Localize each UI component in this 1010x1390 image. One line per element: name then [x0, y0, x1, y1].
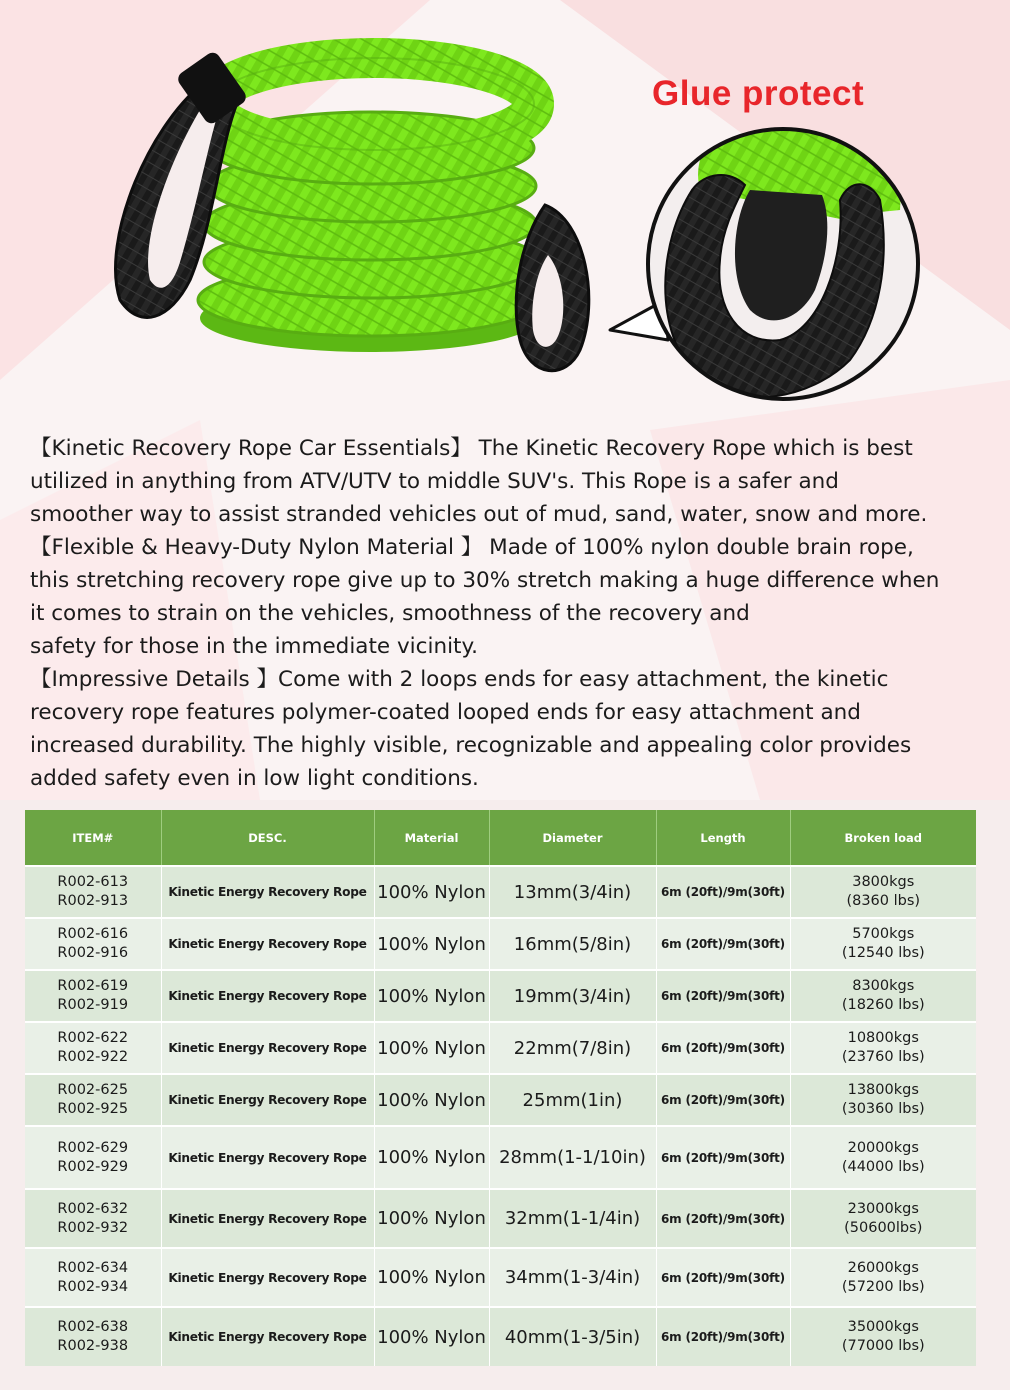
desc-cell: Kinetic Energy Recovery Rope	[161, 918, 374, 970]
diameter-cell: 40mm(1-3/5in)	[489, 1307, 656, 1366]
length-cell: 6m (20ft)/9m(30ft)	[656, 1074, 790, 1126]
description-line: 【Impressive Details 】Come with 2 loops ends for easy attachment, the kinetic	[30, 667, 889, 692]
load-cell: 13800kgs (30360 lbs)	[790, 1074, 976, 1126]
header-diameter: Diameter	[489, 810, 656, 866]
diameter-cell: 34mm(1-3/4in)	[489, 1248, 656, 1307]
product-description	[30, 432, 992, 795]
item-cell: R002-638 R002-938	[25, 1307, 161, 1366]
material-cell: 100% Nylon	[374, 970, 489, 1022]
length-cell: 6m (20ft)/9m(30ft)	[656, 1126, 790, 1189]
material-cell: 100% Nylon	[374, 1074, 489, 1126]
desc-cell: Kinetic Energy Recovery Rope	[161, 1022, 374, 1074]
table-row	[25, 1307, 976, 1366]
description-line: utilized in anything from ATV/UTV to middle SUV's. This Rope is a safer and	[30, 469, 839, 494]
table-row	[25, 1189, 976, 1248]
item-cell: R002-629 R002-929	[25, 1126, 161, 1189]
item-cell: R002-616 R002-916	[25, 918, 161, 970]
desc-cell: Kinetic Energy Recovery Rope	[161, 970, 374, 1022]
glue-protect-callout: Glue protect	[652, 74, 865, 113]
desc-cell: Kinetic Energy Recovery Rope	[161, 1248, 374, 1307]
load-cell: 5700kgs (12540 lbs)	[790, 918, 976, 970]
description-line: it comes to strain on the vehicles, smoothness of the recovery and	[30, 601, 750, 626]
load-cell: 26000kgs (57200 lbs)	[790, 1248, 976, 1307]
length-cell: 6m (20ft)/9m(30ft)	[656, 866, 790, 918]
material-cell: 100% Nylon	[374, 1189, 489, 1248]
header-desc: DESC.	[161, 810, 374, 866]
desc-cell: Kinetic Energy Recovery Rope	[161, 1074, 374, 1126]
table-row	[25, 1126, 976, 1189]
material-cell: 100% Nylon	[374, 1307, 489, 1366]
desc-cell: Kinetic Energy Recovery Rope	[161, 866, 374, 918]
description-line: 【Kinetic Recovery Rope Car Essentials】 The Kinetic Recovery Rope which is best	[30, 436, 913, 461]
length-cell: 6m (20ft)/9m(30ft)	[656, 1248, 790, 1307]
description-line: 【Flexible & Heavy-Duty Nylon Material 】 Made of 100% nylon double brain rope,	[30, 535, 914, 560]
header-broken-load: Broken load	[790, 810, 976, 866]
material-cell: 100% Nylon	[374, 1126, 489, 1189]
load-cell: 20000kgs (44000 lbs)	[790, 1126, 976, 1189]
description-line: increased durability. The highly visible, recognizable and appealing color provides	[30, 733, 912, 758]
load-cell: 3800kgs (8360 lbs)	[790, 866, 976, 918]
header-length: Length	[656, 810, 790, 866]
description-line: safety for those in the immediate vicinity.	[30, 634, 478, 659]
table-row	[25, 970, 976, 1022]
length-cell: 6m (20ft)/9m(30ft)	[656, 970, 790, 1022]
item-cell: R002-625 R002-925	[25, 1074, 161, 1126]
material-cell: 100% Nylon	[374, 866, 489, 918]
description-line: this stretching recovery rope give up to 30% stretch making a huge difference when	[30, 568, 940, 593]
item-cell: R002-622 R002-922	[25, 1022, 161, 1074]
diameter-cell: 16mm(5/8in)	[489, 918, 656, 970]
diameter-cell: 19mm(3/4in)	[489, 970, 656, 1022]
description-line: smoother way to assist stranded vehicles out of mud, sand, water, snow and more.	[30, 502, 928, 527]
length-cell: 6m (20ft)/9m(30ft)	[656, 1022, 790, 1074]
item-cell: R002-613 R002-913	[25, 866, 161, 918]
header-item: ITEM#	[25, 810, 161, 866]
description-line: added safety even in low light conditions.	[30, 766, 479, 791]
table-row	[25, 918, 976, 970]
load-cell: 8300kgs (18260 lbs)	[790, 970, 976, 1022]
header-material: Material	[374, 810, 489, 866]
length-cell: 6m (20ft)/9m(30ft)	[656, 918, 790, 970]
load-cell: 23000kgs (50600lbs)	[790, 1189, 976, 1248]
rope-coil-illustration	[0, 0, 1010, 430]
table-row	[25, 1248, 976, 1307]
diameter-cell: 22mm(7/8in)	[489, 1022, 656, 1074]
table-header-row	[25, 810, 976, 866]
diameter-cell: 28mm(1-1/10in)	[489, 1126, 656, 1189]
diameter-cell: 25mm(1in)	[489, 1074, 656, 1126]
table-row	[25, 1022, 976, 1074]
length-cell: 6m (20ft)/9m(30ft)	[656, 1307, 790, 1366]
material-cell: 100% Nylon	[374, 1022, 489, 1074]
item-cell: R002-634 R002-934	[25, 1248, 161, 1307]
description-line: recovery rope features polymer-coated looped ends for easy attachment and	[30, 700, 861, 725]
load-cell: 10800kgs (23760 lbs)	[790, 1022, 976, 1074]
diameter-cell: 32mm(1-1/4in)	[489, 1189, 656, 1248]
material-cell: 100% Nylon	[374, 1248, 489, 1307]
desc-cell: Kinetic Energy Recovery Rope	[161, 1189, 374, 1248]
item-cell: R002-632 R002-932	[25, 1189, 161, 1248]
desc-cell: Kinetic Energy Recovery Rope	[161, 1126, 374, 1189]
load-cell: 35000kgs (77000 lbs)	[790, 1307, 976, 1366]
zoom-circle	[648, 99, 918, 399]
length-cell: 6m (20ft)/9m(30ft)	[656, 1189, 790, 1248]
item-cell: R002-619 R002-919	[25, 970, 161, 1022]
table-row	[25, 866, 976, 918]
rope-coil	[198, 58, 542, 352]
table-row	[25, 1074, 976, 1126]
spec-table	[25, 810, 976, 1366]
diameter-cell: 13mm(3/4in)	[489, 866, 656, 918]
material-cell: 100% Nylon	[374, 918, 489, 970]
desc-cell: Kinetic Energy Recovery Rope	[161, 1307, 374, 1366]
